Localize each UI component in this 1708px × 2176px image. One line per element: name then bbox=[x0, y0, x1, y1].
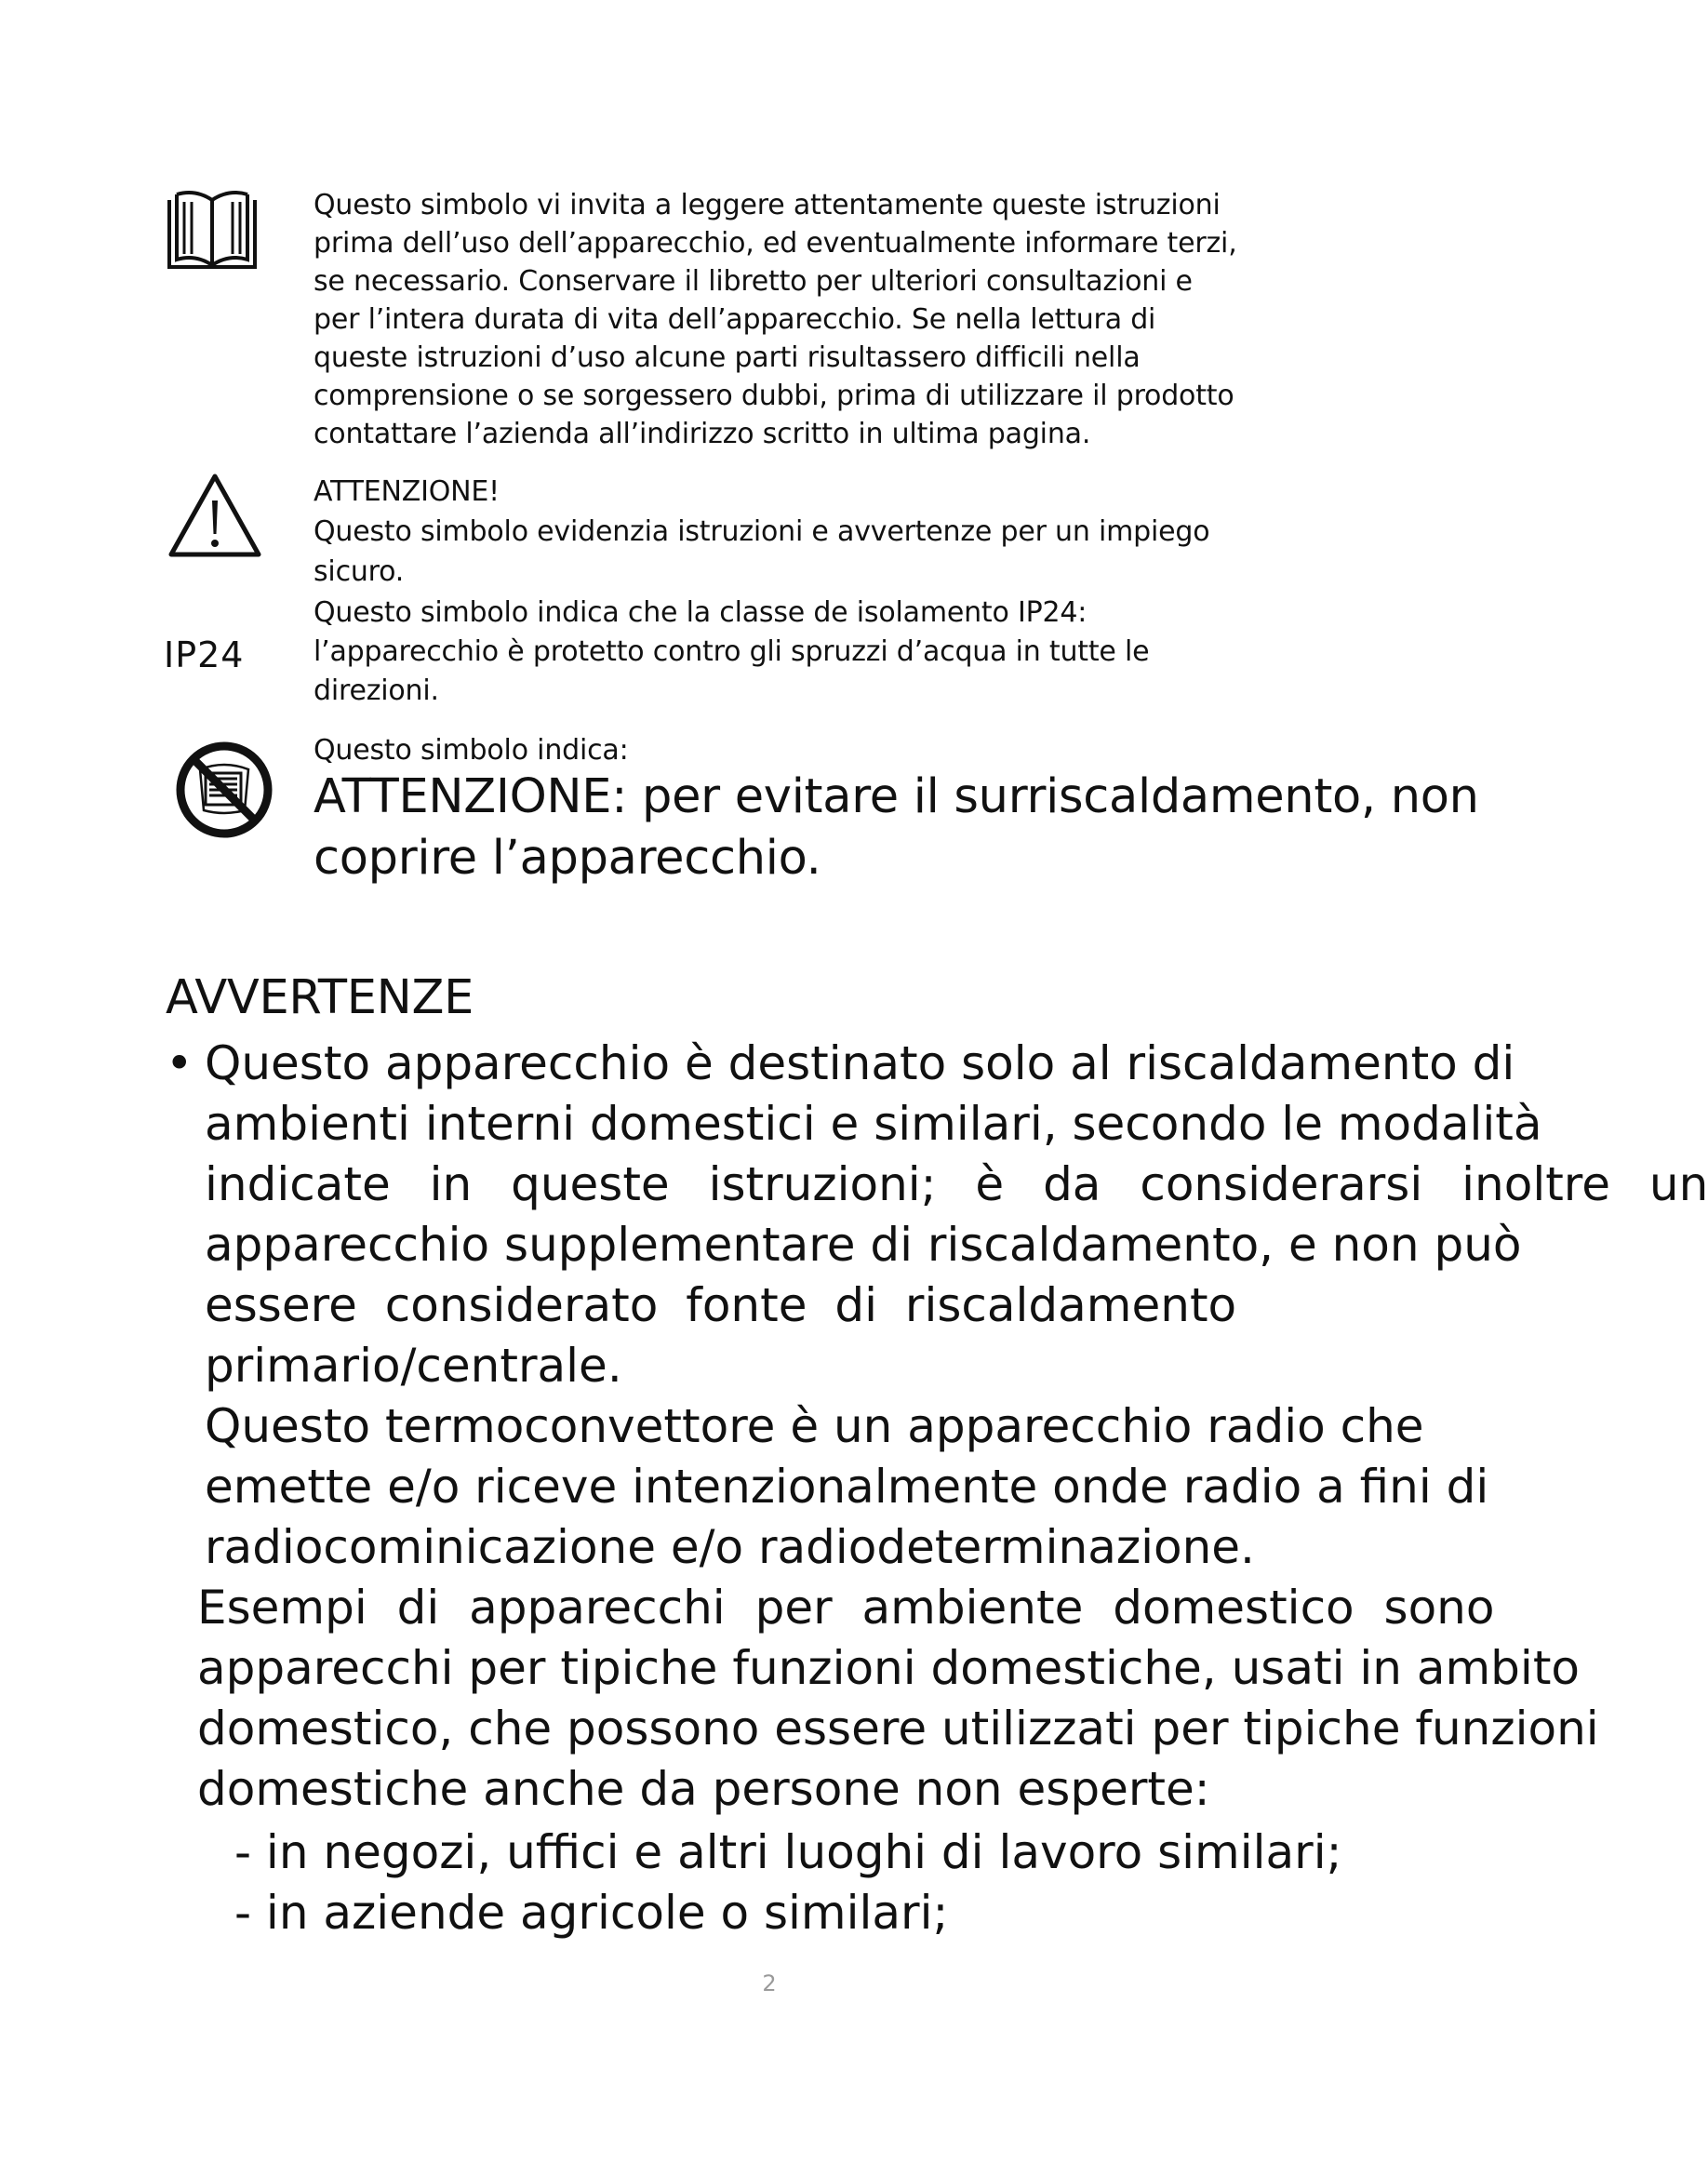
no-cover-intro: Questo simbolo indica: bbox=[314, 734, 629, 767]
warning-title: ATTENZIONE! bbox=[314, 475, 500, 508]
warning-text-line: Questo simbolo evidenzia istruzioni e avvertenze per un impiego bbox=[314, 515, 1210, 548]
book-text-line: per l’intera durata di vita dell’apparecchio. Se nella lettura di bbox=[314, 303, 1156, 336]
bullet-text-line: apparecchio supplementare di riscaldamento, e non può bbox=[205, 1218, 1522, 1272]
bullet-point: • bbox=[166, 1036, 193, 1090]
paragraph-text-line: apparecchi per tipiche funzioni domestiche, usati in ambito bbox=[197, 1641, 1581, 1695]
list-item: - in negozi, uffici e altri luoghi di lavoro similari; bbox=[234, 1825, 1342, 1879]
book-text-line: se necessario. Conservare il libretto per ulteriori consultazioni e bbox=[314, 265, 1193, 298]
page-number: 2 bbox=[762, 1970, 777, 1996]
warning-text-line: sicuro. bbox=[314, 555, 405, 588]
bullet-text-line: radiocominicazione e/o radiodeterminazione. bbox=[205, 1520, 1255, 1574]
section-heading: AVVERTENZE bbox=[166, 970, 474, 1025]
bullet-text-line: Questo apparecchio è destinato solo al riscaldamento di bbox=[205, 1036, 1515, 1090]
do-not-cover-icon bbox=[174, 740, 274, 840]
paragraph-text-line: domestico, che possono essere utilizzati per tipiche funzioni bbox=[197, 1702, 1599, 1755]
paragraph-text-line: Esempi di apparecchi per ambiente domestico sono bbox=[197, 1581, 1495, 1635]
book-text-line: Questo simbolo vi invita a leggere attentamente queste istruzioni bbox=[314, 189, 1221, 221]
bullet-text-line: essere considerato fonte di riscaldamento bbox=[205, 1278, 1237, 1332]
book-text-line: comprensione o se sorgessero dubbi, prima di utilizzare il prodotto bbox=[314, 380, 1234, 412]
bullet-text-line: emette e/o riceve intenzionalmente onde radio a fini di bbox=[205, 1460, 1489, 1514]
open-book-icon bbox=[164, 189, 260, 273]
ip24-text-line: Questo simbolo indica che la classe de isolamento IP24: bbox=[314, 596, 1088, 629]
bullet-text-line: indicate in queste istruzioni; è da considerarsi inoltre un bbox=[205, 1157, 1708, 1211]
book-text-line: prima dell’uso dell’apparecchio, ed eventualmente informare terzi, bbox=[314, 227, 1237, 260]
ip24-label: IP24 bbox=[164, 634, 245, 675]
list-item: - in aziende agricole o similari; bbox=[234, 1886, 949, 1940]
warning-triangle-icon bbox=[166, 471, 264, 562]
book-text-line: contattare l’azienda all’indirizzo scritto in ultima pagina. bbox=[314, 418, 1091, 450]
ip24-text-line: direzioni. bbox=[314, 674, 439, 707]
ip24-text-line: l’apparecchio è protetto contro gli spruzzi d’acqua in tutte le bbox=[314, 635, 1150, 668]
paragraph-text-line: domestiche anche da persone non esperte: bbox=[197, 1762, 1210, 1816]
book-text-line: queste istruzioni d’uso alcune parti risultassero difficili nella bbox=[314, 341, 1141, 374]
bullet-text-line: primario/centrale. bbox=[205, 1339, 622, 1393]
bullet-text-line: Questo termoconvettore è un apparecchio radio che bbox=[205, 1399, 1424, 1453]
no-cover-text-line: coprire l’apparecchio. bbox=[314, 831, 821, 886]
no-cover-text-line: ATTENZIONE: per evitare il surriscaldamento, non bbox=[314, 769, 1479, 824]
bullet-text-line: ambienti interni domestici e similari, secondo le modalità bbox=[205, 1097, 1542, 1151]
